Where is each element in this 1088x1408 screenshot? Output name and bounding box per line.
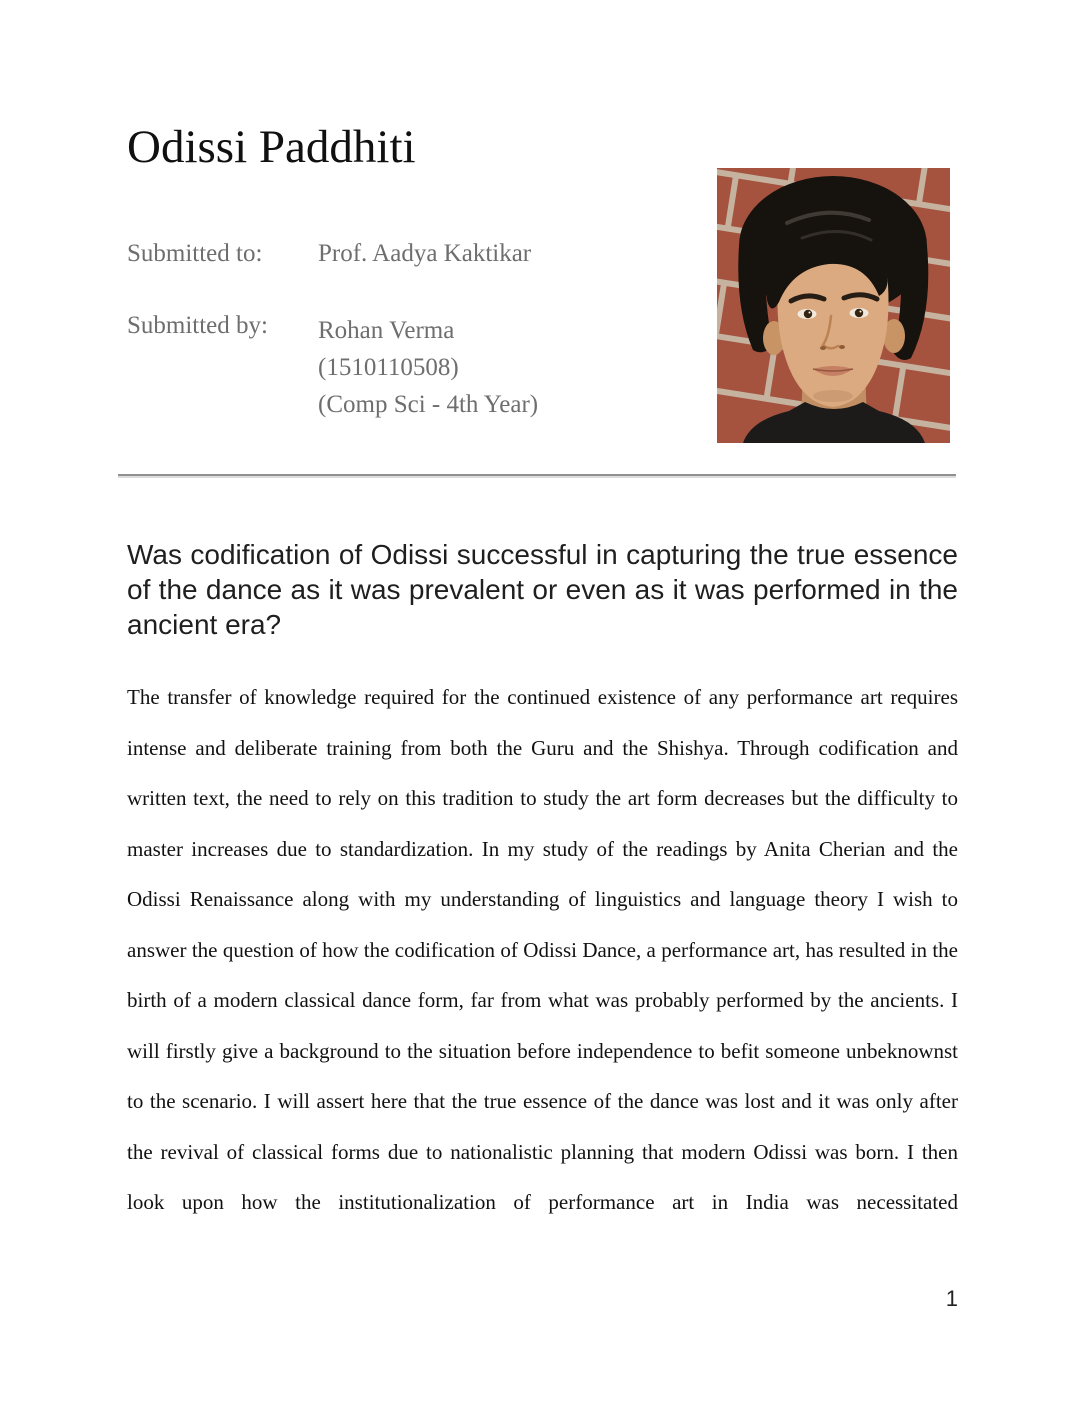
horizontal-divider — [118, 474, 956, 476]
submitted-by-label: Submitted by: — [127, 312, 268, 339]
submitted-by-roll-number: (1510110508) — [318, 354, 459, 381]
student-photo — [717, 168, 950, 443]
portrait-photo-icon — [717, 168, 950, 443]
body-paragraph: The transfer of knowledge required for the continued existence of any performance art requires intense and deliberate training from both the Guru and the Shishya. Through codification and written text, the need to rely on this tradition to study the art form decreases but the difficulty to master increases due to standardization. In my study of the readings by Anita Cherian and the Odissi Renaissance along with my understanding of linguistics and language theory I wish to answer the question of how the codification of Odissi Dance, a performance art, has resulted in the birth of a modern classical dance form, far from what was probably performed by the ancients. I will firstly give a background to the situation before independence to befit someone unbeknownst to the scenario. I will assert here that the true essence of the dance was lost and it was only after the revival of classical forms due to nationalistic planning that modern Odissi was born. I then look upon how the institutionalization of performance art in India was necessitated — [127, 685, 958, 1214]
submitted-by-values — [318, 312, 538, 423]
submitted-by-name: Rohan Verma — [318, 317, 455, 344]
question-heading: Was codification of Odissi successful in capturing the true essence of the dance as it was prevalent or even as it was performed in the ancient era? — [127, 539, 958, 640]
submitted-to-row — [127, 240, 531, 268]
submitted-by-program: (Comp Sci - 4th Year) — [318, 391, 539, 418]
page-number: 1 — [945, 1286, 958, 1311]
document-title: Odissi Paddhiti — [127, 121, 416, 173]
submitted-to-label: Submitted to: — [127, 240, 263, 267]
submitted-to-value: Prof. Aadya Kaktikar — [318, 240, 532, 267]
submitted-by-row — [127, 312, 538, 423]
